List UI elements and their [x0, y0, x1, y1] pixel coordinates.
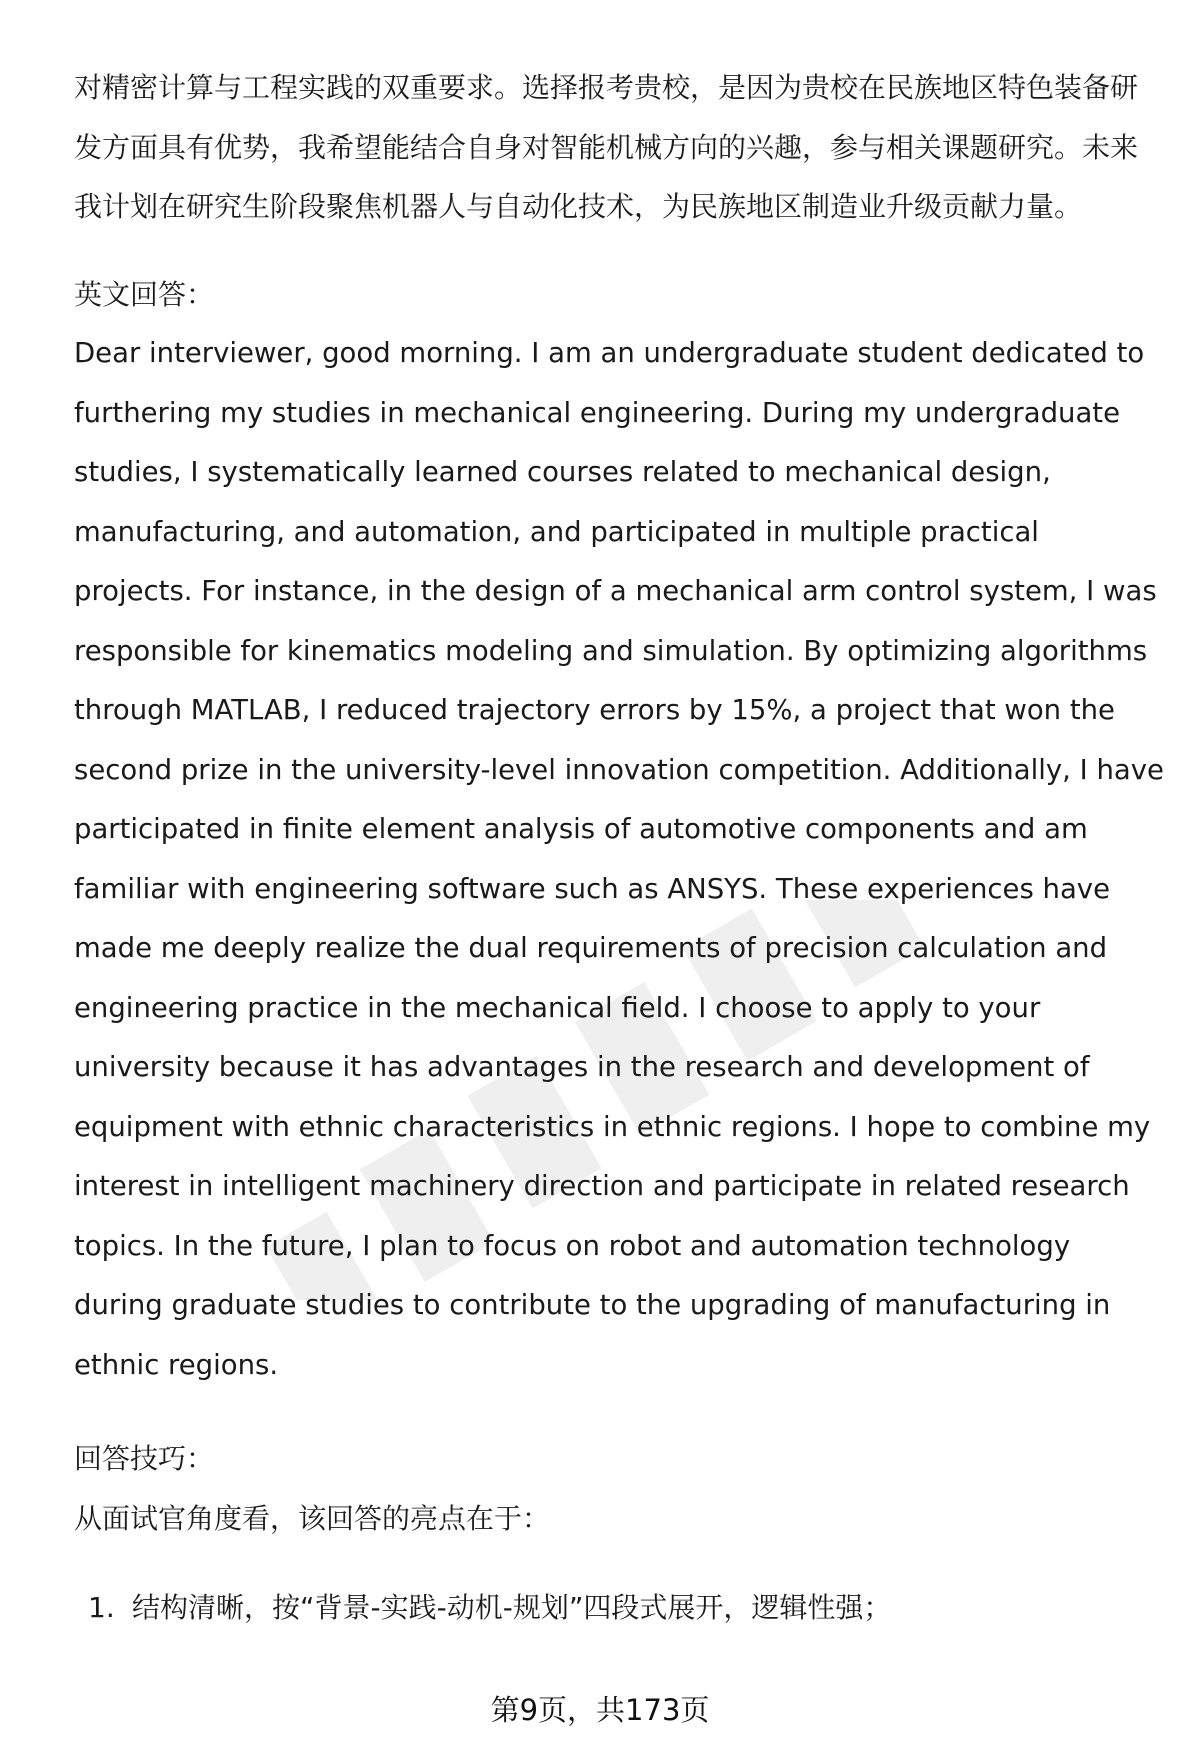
spacer	[74, 1395, 1164, 1429]
spacer	[74, 1548, 1164, 1578]
list-item-text: 结构清晰，按“背景-实践-动机-规划”四段式展开，逻辑性强；	[132, 1591, 892, 1624]
tips-heading: 回答技巧：	[74, 1442, 215, 1475]
list-item-number: 1.	[88, 1591, 115, 1624]
main-content	[74, 58, 1164, 1638]
intro-paragraph: 对精密计算与工程实践的双重要求。选择报考贵校，是因为贵校在民族地区特色装备研发方面具有优势，我希望能结合自身对智能机械方向的兴趣，参与相关课题研究。未来我计划在研究生阶段聚焦机器人与自动化技术，为民族地区制造业升级贡献力量。	[74, 71, 1139, 223]
english-answer-paragraph: Dear interviewer, good morning. I am an undergraduate student dedicated to furthering my studies in mechanical engineering. During my undergraduate studies, I systematically learned courses related to mechanical design, manufacturing, and automation, and participated in multiple practical projects. For instance, in the design of a mechanical arm control system, I was responsible for kinematics modeling and simulation. By optimizing algorithms through MATLAB, I reduced trajectory errors by 15%, a project that won the second prize in the university-level innovation competition. Additionally, I have participated in finite element analysis of automotive components and am familiar with engineering software such as ANSYS. These experiences have made me deeply realize the dual requirements of precision calculation and engineering practice in the mechanical field. I choose to apply to your university because it has advantages in the research and development of equipment with ethnic characteristics in ethnic regions. I hope to combine my interest in intelligent machinery direction and participate in related research topics. In the future, I plan to focus on robot and automation technology during graduate studies to contribute to the upgrading of manufacturing in ethnic regions.	[74, 337, 1164, 1381]
tips-list	[74, 1578, 1164, 1638]
spacer	[74, 237, 1164, 265]
tips-intro: 从面试官角度看，该回答的亮点在于：	[74, 1501, 551, 1535]
english-answer-heading: 英文回答：	[74, 277, 215, 311]
list-item	[74, 1578, 1164, 1638]
page-footer: 第9页，共173页	[490, 1693, 710, 1727]
